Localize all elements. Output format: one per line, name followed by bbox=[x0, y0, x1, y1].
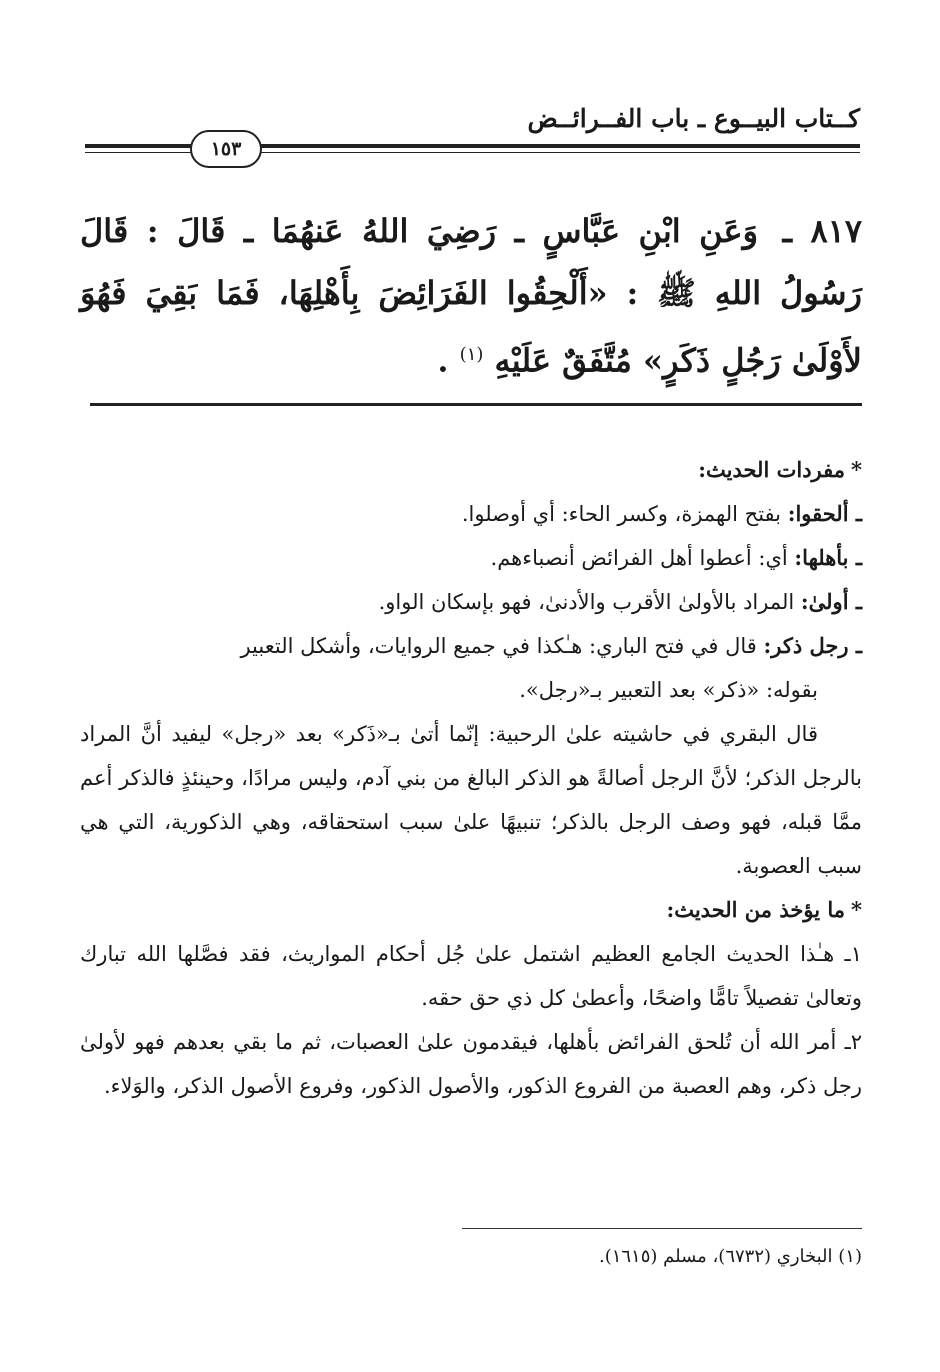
vocab-term: ـ رجل ذكر: bbox=[763, 633, 862, 658]
footnote-marker: (١) bbox=[459, 344, 484, 365]
footnote-divider bbox=[462, 1228, 862, 1229]
hadith-end: . bbox=[437, 341, 449, 380]
asterisk-icon: * bbox=[851, 897, 862, 922]
vocab-item bbox=[80, 536, 862, 580]
hadith-matn: «أَلْحِقُوا الفَرَائِضَ بِأَهْلِهَا، فَمَا بَقِيَ فَهُوَ لأَوْلَىٰ رَجُلٍ ذَكَرٍ» مُتَّفَقٌ عَلَيْهِ bbox=[80, 274, 862, 380]
commentary bbox=[80, 448, 862, 1108]
vocab-term: ـ بأهلها: bbox=[794, 545, 862, 570]
vocab-definition: بفتح الهمزة، وكسر الحاء: أي أوصلوا. bbox=[461, 502, 788, 526]
vocab-item bbox=[80, 624, 862, 668]
asterisk-icon: * bbox=[851, 457, 862, 482]
hadith-text bbox=[80, 200, 862, 392]
vocab-definition: المراد بالأولىٰ الأقرب والأدنىٰ، فهو بإسكان الواو. bbox=[378, 590, 801, 614]
hadith-number: ٨١٧ ـ bbox=[782, 212, 863, 250]
vocab-term: ـ أولىٰ: bbox=[800, 589, 862, 614]
lessons-heading: *ما يؤخذ من الحديث: bbox=[666, 897, 862, 922]
vocab-paragraph: قال البقري في حاشيته علىٰ الرحبية: إنّما أتىٰ بـ«ذَكر» بعد «رجل» ليفيد أنَّ المراد بالرجل الذكر؛ لأنَّ الرجل أصالةً هو الذكر البالغ من بني آدم، وليس مرادًا، وحينئذٍ فالذكر أعم ممَّا قبله، فهو وصف الرجل بالذكر؛ تنبيهًا علىٰ سبب استحقاقه، وهي الذكورية، التي هي سبب العصوبة. bbox=[80, 722, 862, 878]
lesson-item: ١ـ هـٰذا الحديث الجامع العظيم اشتمل علىٰ جُل أحكام المواريث، فقد فصَّلها الله تبارك وتعالىٰ تفصيلاً تامًّا واضحًا، وأعطىٰ كل ذي حق حقه. bbox=[80, 942, 862, 1010]
vocab-definition: قال في فتح الباري: هـٰكذا في جميع الروايات، وأشكل التعبير bbox=[240, 634, 764, 658]
running-title: كــتاب البيــوع ـ باب الفــرائــض bbox=[527, 104, 860, 133]
hadith-intro: وَعَنِ ابْنِ عَبَّاسٍ ـ رَضِيَ اللهُ عَنهُمَا ـ قَالَ : قَالَ رَسُولُ اللهِ ﷺ : bbox=[80, 212, 863, 312]
lesson-item: ٢ـ أمر الله أن تُلحق الفرائض بأهلها، فيقدمون علىٰ العصبات، ثم ما بقي بعدهم فهو لأولىٰ رجل ذكر، وهم العصبة من الفروع الذكور، والأصول الذكور، وفروع الأصول الذكر، والوَلاء. bbox=[80, 1030, 862, 1098]
vocab-item bbox=[80, 580, 862, 624]
vocab-heading: *مفردات الحديث: bbox=[698, 457, 862, 482]
footnote: (١) البخاري (٦٧٣٢)، مسلم (١٦١٥). bbox=[598, 1246, 862, 1267]
vocab-term: ـ ألحقوا: bbox=[787, 501, 862, 526]
vocab-definition: أي: أعطوا أهل الفرائض أنصباءهم. bbox=[490, 546, 795, 570]
page-number: ١٥٣ bbox=[190, 130, 262, 168]
hadith-divider bbox=[90, 403, 862, 406]
vocab-item-continuation: بقوله: «ذكر» بعد التعبير بـ«رجل». bbox=[519, 678, 818, 702]
vocab-item bbox=[80, 492, 862, 536]
